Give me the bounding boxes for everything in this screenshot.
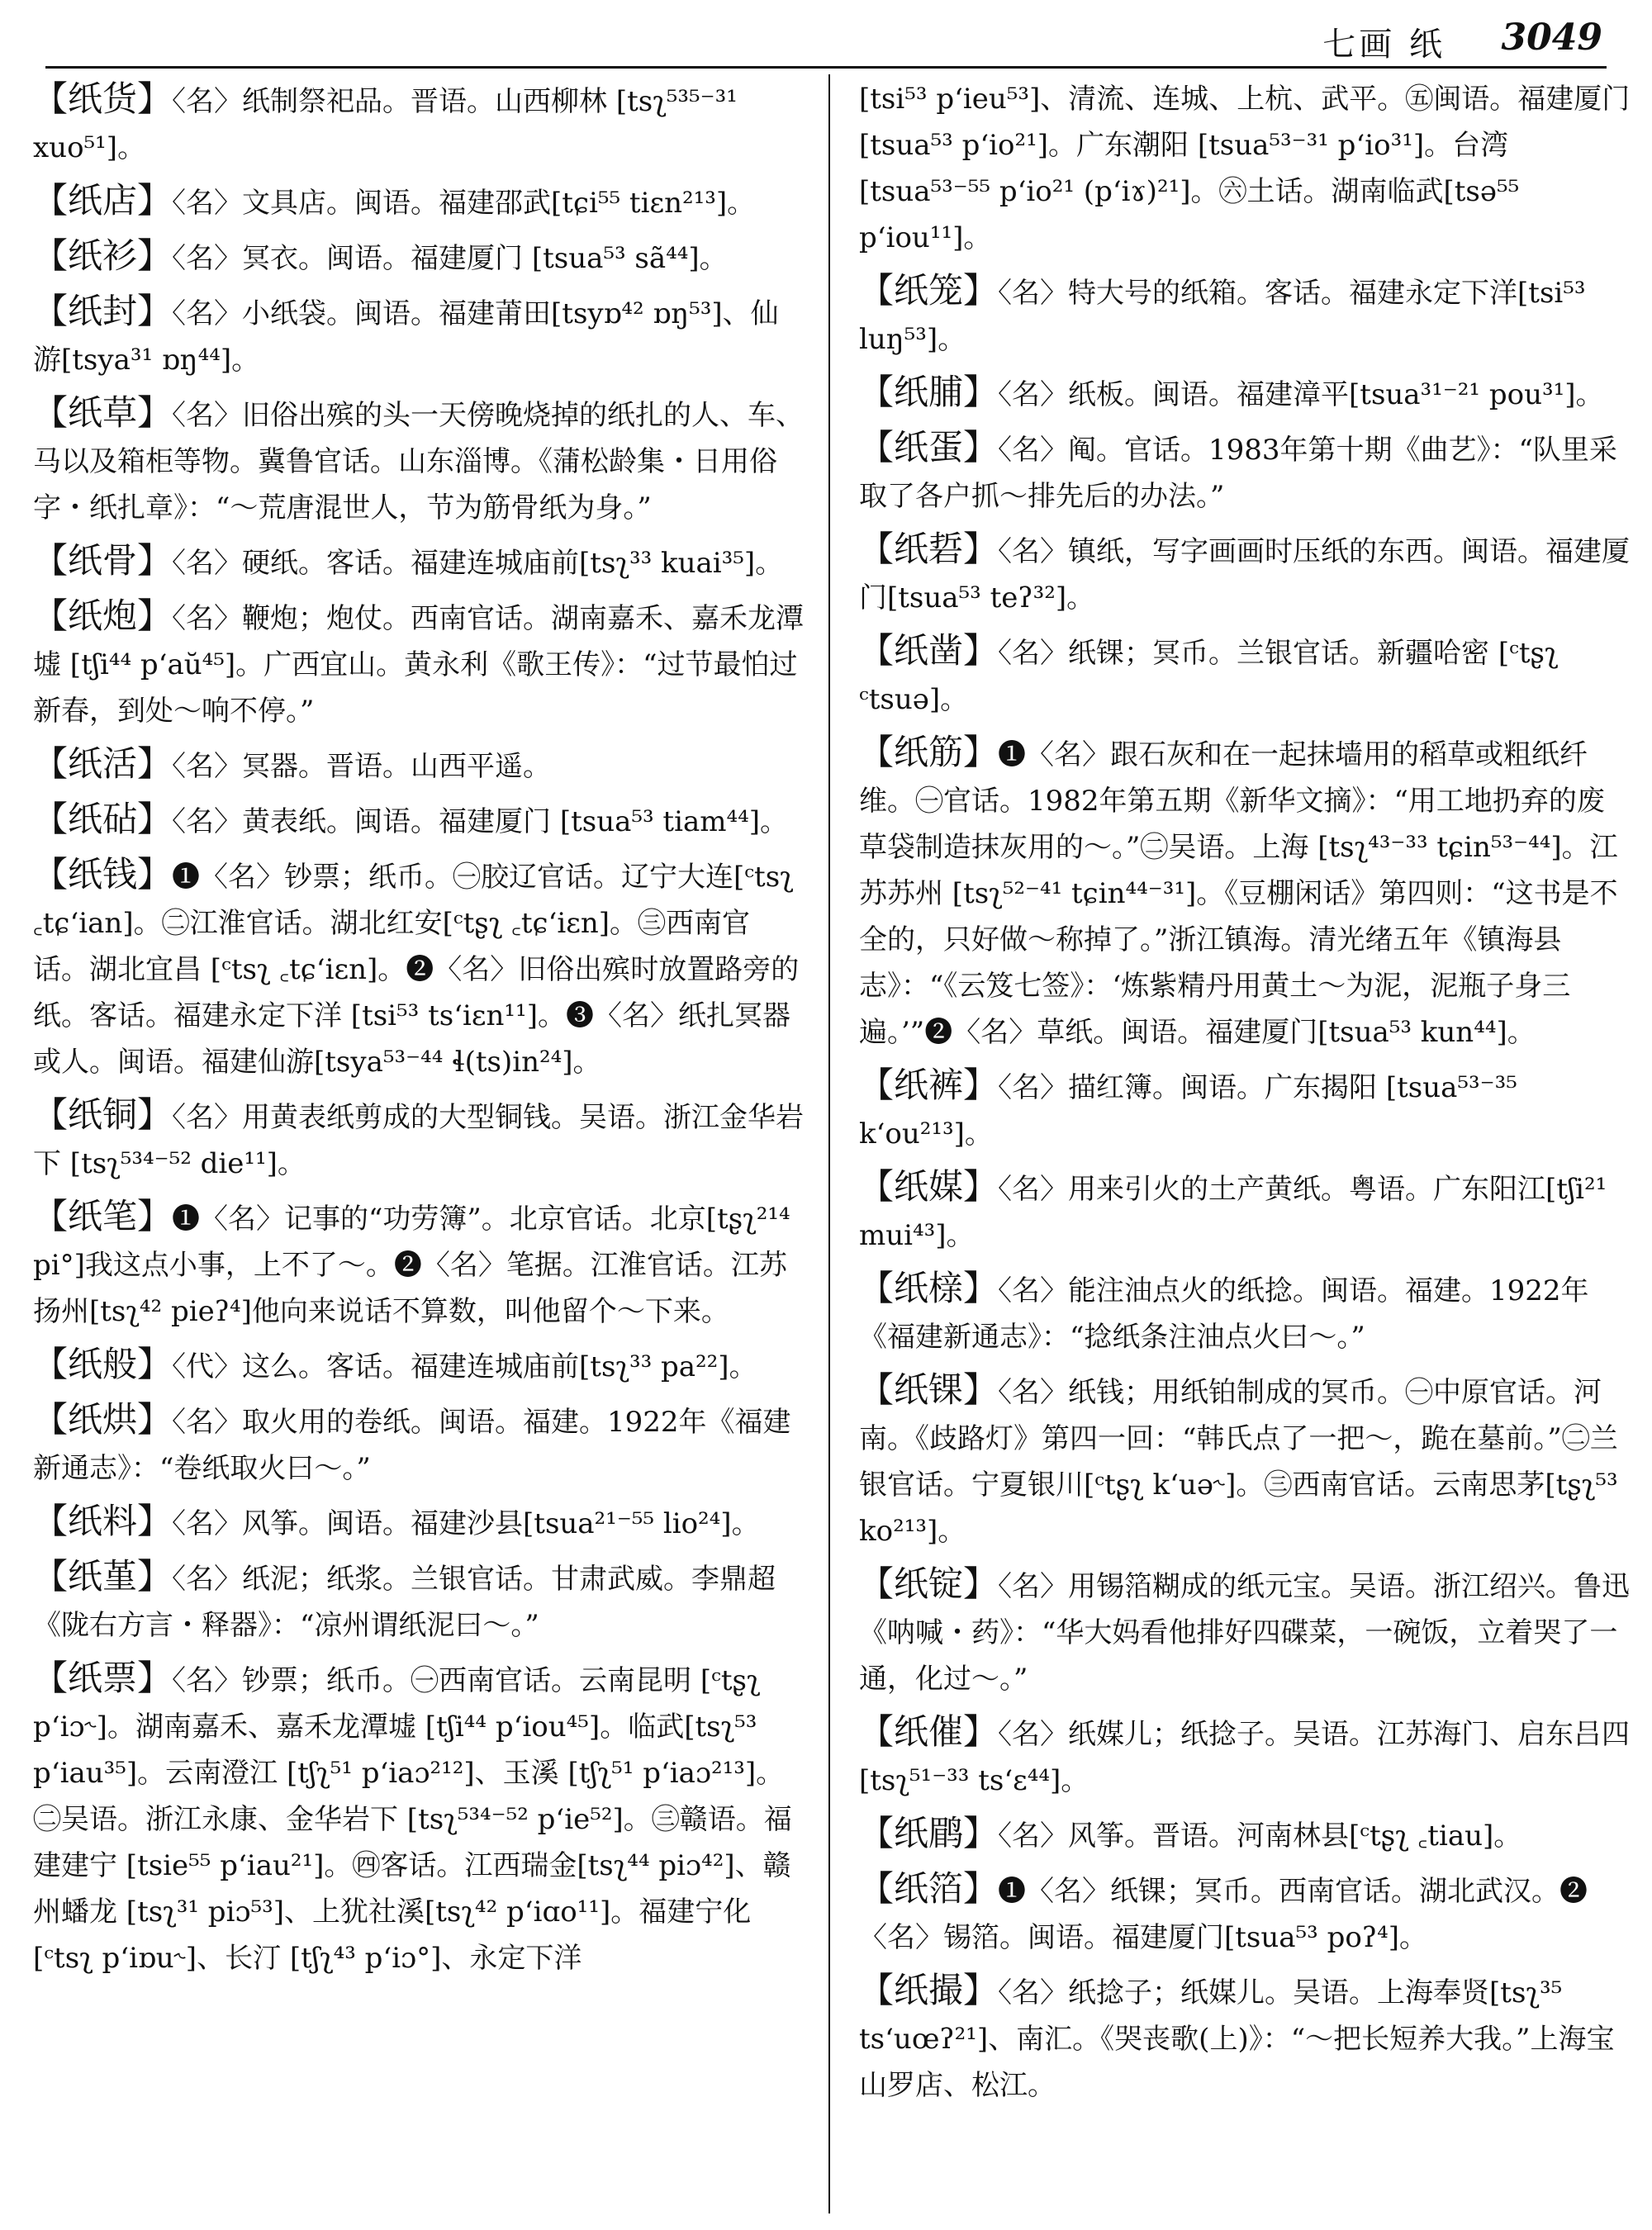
entry-headword: 【纸货】 — [33, 78, 173, 119]
page-header — [0, 0, 1652, 66]
column-divider — [828, 74, 830, 2213]
dictionary-entry — [33, 178, 805, 226]
dictionary-entry — [859, 369, 1631, 418]
entry-definition: 〈名〉取火用的卷纸。闽语。福建。1922年《福建新通志》：“卷纸取火曰～。” — [33, 1406, 791, 1485]
dictionary-entry — [859, 76, 1631, 261]
entry-definition: 〈名〉纸锞；冥币。兰银官话。新疆哈密 [ᶜtʂʅ ᶜtsuə]。 — [859, 637, 1559, 716]
entry-definition: 〈名〉阄。官话。1983年第十期《曲艺》：“队里采取了各户抓～排先后的办法。” — [859, 434, 1617, 513]
entry-headword: 【纸筋】 — [859, 732, 999, 772]
dictionary-entry — [33, 288, 805, 383]
dictionary-entry — [33, 233, 805, 282]
right-column — [859, 76, 1631, 2115]
dictionary-entry — [859, 729, 1631, 1056]
entry-definition: 〈名〉风筝。闽语。福建沙县[tsua²¹⁻⁵⁵ lio²⁴]。 — [172, 1507, 760, 1540]
dictionary-entry — [859, 628, 1631, 723]
entry-definition: 〈名〉用来引火的土产黄纸。粤语。广东阳江[tʃi²¹ mui⁴³]。 — [859, 1173, 1607, 1252]
entry-definition: 〈名〉纸捻子；纸媒儿。吴语。上海奉贤[tsʅ³⁵ ts‘uœʔ²¹]、南汇。《哭丧歌(上)》：“～把长短养大我。”上海宝山罗店、松江。 — [859, 1976, 1615, 2102]
entry-headword: 【纸撮】 — [859, 1970, 999, 2010]
entry-headword: 【纸笼】 — [859, 270, 999, 311]
entry-headword: 【纸凿】 — [859, 630, 999, 671]
entry-definition: 〈名〉冥器。晋语。山西平遥。 — [172, 750, 552, 783]
entry-headword: 【纸裤】 — [859, 1065, 999, 1105]
entry-headword: 【纸锭】 — [859, 1563, 999, 1604]
entry-headword: 【纸骨】 — [33, 540, 173, 581]
entry-definition: 〈名〉镇纸，写字画画时压纸的东西。闽语。福建厦门[tsua⁵³ teʔ³²]。 — [859, 535, 1631, 614]
entry-headword: 【纸媒】 — [859, 1166, 999, 1207]
section-title: 七画 纸 — [1322, 26, 1446, 64]
entry-definition: 〈代〉这么。客话。福建连城庙前[tsʅ³³ pa²²]。 — [172, 1350, 757, 1383]
entry-definition: 〈名〉特大号的纸箱。客话。福建永定下洋[tsi⁵³ luŋ⁵³]。 — [859, 277, 1586, 356]
entry-headword: 【纸硩】 — [859, 529, 999, 569]
entry-headword: 【纸笔】 — [33, 1196, 173, 1236]
entry-headword: 【纸堇】 — [33, 1556, 173, 1597]
dictionary-entry — [859, 1866, 1631, 1961]
dictionary-entry — [859, 1561, 1631, 1702]
dictionary-entry — [859, 1967, 1631, 2109]
entry-definition: 〈名〉能注油点火的纸捻。闽语。福建。1922年《福建新通志》：“捻纸条注油点火曰～。” — [859, 1274, 1589, 1354]
entry-headword: 【纸烘】 — [33, 1399, 173, 1440]
entry-definition: ❶〈名〉跟石灰和在一起抹墙用的稻草或粗纸纤维。㊀官话。1982年第五期《新华文摘》：“用工地扔弃的废草袋制造抹灰用的～。”㊁吴语。上海 [tsʅ⁴³⁻³³ tɕin⁵³⁻⁴⁴]。江苏苏州 [tsʅ⁵²⁻⁴¹ tɕin⁴⁴⁻³¹]。《豆棚闲话》第四则：“这书是不全的，只好做～称掉了。”浙江镇海。清光绪五年《镇海县志》：“《云笈七签》：‘炼紫精丹用黄土～为泥，泥瓶子身三遍。’”❷〈名〉草纸。闽语。福建厦门[tsua⁵³ kun⁴⁴]。 — [859, 738, 1618, 1049]
entry-headword: 【纸蛋】 — [859, 427, 999, 467]
dictionary-entry — [33, 1193, 805, 1335]
dictionary-entry — [859, 1265, 1631, 1360]
entry-definition: 〈名〉风筝。晋语。河南林县[ᶜtʂʅ ꜀tiau]。 — [998, 1820, 1522, 1853]
entry-definition: 〈名〉用黄表纸剪成的大型铜钱。吴语。浙江金华岩下 [tsʅ⁵³⁴⁻⁵² die¹¹]。 — [33, 1101, 805, 1180]
entry-headword: 【纸料】 — [33, 1501, 173, 1541]
dictionary-entry — [859, 526, 1631, 621]
entry-definition: 〈名〉纸制祭祀品。晋语。山西柳林 [tsʅ⁵³⁵⁻³¹ xuo⁵¹]。 — [33, 85, 738, 164]
entry-definition: 〈名〉纸钱；用纸铂制成的冥币。㊀中原官话。河南。《歧路灯》第四一回：“韩氏点了一把～，跪在墓前。”㊁兰银官话。宁夏银川[ᶜtʂʅ k‘uə˞]。㊂西南官话。云南思茅[tʂʅ⁵³ ko²¹³]。 — [859, 1376, 1618, 1548]
entry-headword: 【纸铜】 — [33, 1094, 173, 1135]
entry-definition: ❶〈名〉钞票；纸币。㊀胶辽官话。辽宁大连[ᶜtsʅ ꜀tɕ‘ian]。㊁江淮官话。湖北红安[ᶜtʂʅ ꜀tɕ‘iɛn]。㊂西南官话。湖北宜昌 [ᶜtsʅ ꜀tɕ‘iɛn]。❷〈名〉旧俗出殡时放置路旁的纸。客话。福建永定下洋 [tsi⁵³ ts‘iɛn¹¹]。❸〈名〉纸扎冥器或人。闽语。福建仙游[tsya⁵³⁻⁴⁴ ɬ(ts)in²⁴]。 — [33, 861, 800, 1079]
entry-headword: 【纸钱】 — [33, 854, 173, 894]
entry-definition: 〈名〉鞭炮；炮仗。西南官话。湖南嘉禾、嘉禾龙潭墟 [tʃi⁴⁴ p‘aŭ⁴⁵]。广西宜山。黄永利《歌王传》：“过节最怕过新春，到处～响不停。” — [33, 602, 805, 728]
entry-definition: 〈名〉文具店。闽语。福建邵武[tɕi⁵⁵ tiɛn²¹³]。 — [172, 187, 756, 220]
dictionary-entry — [33, 538, 805, 586]
dictionary-entry — [859, 1367, 1631, 1554]
dictionary-entry — [33, 390, 805, 531]
entry-headword: 【纸票】 — [33, 1658, 173, 1698]
dictionary-entry — [33, 593, 805, 734]
entry-headword: 【纸般】 — [33, 1344, 173, 1384]
entry-headword: 【纸炮】 — [33, 595, 173, 636]
entry-definition: 〈名〉纸板。闽语。福建漳平[tsua³¹⁻²¹ pou³¹]。 — [998, 378, 1604, 411]
entry-headword: 【纸锞】 — [859, 1369, 999, 1410]
dictionary-entry — [859, 1709, 1631, 1804]
dictionary-entry — [859, 1164, 1631, 1259]
entry-definition: 〈名〉纸媒儿；纸捻子。吴语。江苏海门、启东吕四[tsʅ⁵¹⁻³³ ts‘ɛ⁴⁴]。 — [859, 1718, 1631, 1797]
entry-definition: 〈名〉描红簿。闽语。广东揭阳 [tsua⁵³⁻³⁵ k‘ou²¹³]。 — [859, 1071, 1517, 1151]
dictionary-entry — [33, 1341, 805, 1390]
entry-headword: 【纸封】 — [33, 291, 173, 331]
entry-definition: 〈名〉冥衣。闽语。福建厦门 [tsua⁵³ sã⁴⁴]。 — [172, 242, 728, 275]
entry-headword: 【纸榇】 — [859, 1268, 999, 1308]
dictionary-entry — [33, 1092, 805, 1187]
entry-definition: 〈名〉钞票；纸币。㊀西南官话。云南昆明 [ᶜtʂʅ p‘iɔ˞]。湖南嘉禾、嘉禾龙潭墟 [tʃi⁴⁴ p‘iou⁴⁵]。临武[tsʅ⁵³ p‘iau³⁵]。云南澄江 [tʃʅ⁵¹ p‘iaɔ²¹²]、玉溪 [tʃʅ⁵¹ p‘iaɔ²¹³]。㊁吴语。浙江永康、金华岩下 [tsʅ⁵³⁴⁻⁵² p‘ie⁵²]。㊂赣语。福建建宁 [tsie⁵⁵ p‘iau²¹]。㊃客话。江西瑞金[tsʅ⁴⁴ piɔ⁴²]、赣州蟠龙 [tsʅ³¹ piɔ⁵³]、上犹社溪[tsʅ⁴² p‘iɑo¹¹]。福建宁化 [ᶜtsʅ p‘iɒu˞]、长汀 [tʃʅ⁴³ p‘iɔ°]、永定下洋 — [33, 1664, 792, 1975]
entry-headword: 【纸箔】 — [859, 1868, 999, 1909]
entry-definition: 〈名〉黄表纸。闽语。福建厦门 [tsua⁵³ tiam⁴⁴]。 — [172, 805, 789, 838]
entry-definition: ❶〈名〉纸锞；冥币。西南官话。湖北武汉。❷〈名〉锡箔。闽语。福建厦门[tsua⁵³ poʔ⁴]。 — [859, 1875, 1588, 1954]
dictionary-entry — [33, 76, 805, 171]
header-rule — [45, 66, 1607, 69]
dictionary-entry — [33, 852, 805, 1085]
left-column — [33, 76, 805, 1988]
dictionary-entry — [33, 796, 805, 845]
entry-headword: 【纸衫】 — [33, 235, 173, 276]
entry-definition: 〈名〉小纸袋。闽语。福建莆田[tsyɒ⁴² ɒŋ⁵³]、仙游[tsya³¹ ɒŋ⁴⁴]。 — [33, 297, 779, 377]
entry-definition: 〈名〉旧俗出殡的头一天傍晚烧掉的纸扎的人、车、马以及箱柜等物。冀鲁官话。山东淄博。《蒲松龄集・日用俗字・纸扎章》：“～荒唐混世人，节为筋骨纸为身。” — [33, 399, 805, 524]
dictionary-entry — [859, 425, 1631, 520]
entry-headword: 【纸店】 — [33, 180, 173, 221]
entry-headword: 【纸催】 — [859, 1711, 999, 1752]
dictionary-entry — [33, 741, 805, 790]
entry-definition: [tsi⁵³ p‘ieu⁵³]、清流、连城、上杭、武平。㊄闽语。福建厦门 [tsua⁵³ p‘io²¹]。广东潮阳 [tsua⁵³⁻³¹ p‘io³¹]。台湾[tsua⁵³⁻⁵⁵ p‘io²¹ (p‘iɤ)²¹]。㊅土话。湖南临武[tsə⁵⁵ p‘iou¹¹]。 — [859, 83, 1631, 254]
dictionary-entry — [859, 1810, 1631, 1859]
entry-headword: 【纸活】 — [33, 743, 173, 784]
dictionary-entry — [33, 1397, 805, 1492]
dictionary-entry — [33, 1498, 805, 1547]
entry-headword: 【纸砧】 — [33, 799, 173, 839]
entry-definition: 〈名〉硬纸。客话。福建连城庙前[tsʅ³³ kuai³⁵]。 — [172, 547, 784, 580]
dictionary-entry — [33, 1655, 805, 1981]
entry-definition: ❶〈名〉记事的“功劳簿”。北京官话。北京[tʂʅ²¹⁴ pi°]我这点小事，上不了～。❷〈名〉笔据。江淮官话。江苏扬州[tsʅ⁴² pieʔ⁴]他向来说话不算数，叫他留个～下来。 — [33, 1203, 790, 1328]
dictionary-entry — [859, 1062, 1631, 1157]
dictionary-entry — [859, 268, 1631, 363]
dictionary-entry — [33, 1554, 805, 1649]
page-number: 3049 — [1501, 17, 1602, 59]
entry-definition: 〈名〉纸泥；纸浆。兰银官话。甘肃武威。李鼎超《陇右方言・释器》：“凉州谓纸泥曰～。” — [33, 1563, 776, 1642]
entry-headword: 【纸脯】 — [859, 372, 999, 412]
entry-headword: 【纸鹛】 — [859, 1813, 999, 1853]
entry-headword: 【纸草】 — [33, 392, 173, 433]
entry-definition: 〈名〉用锡箔糊成的纸元宝。吴语。浙江绍兴。鲁迅《呐喊・药》：“华大妈看他排好四碟菜，一碗饭，立着哭了一通，化过～。” — [859, 1570, 1631, 1696]
